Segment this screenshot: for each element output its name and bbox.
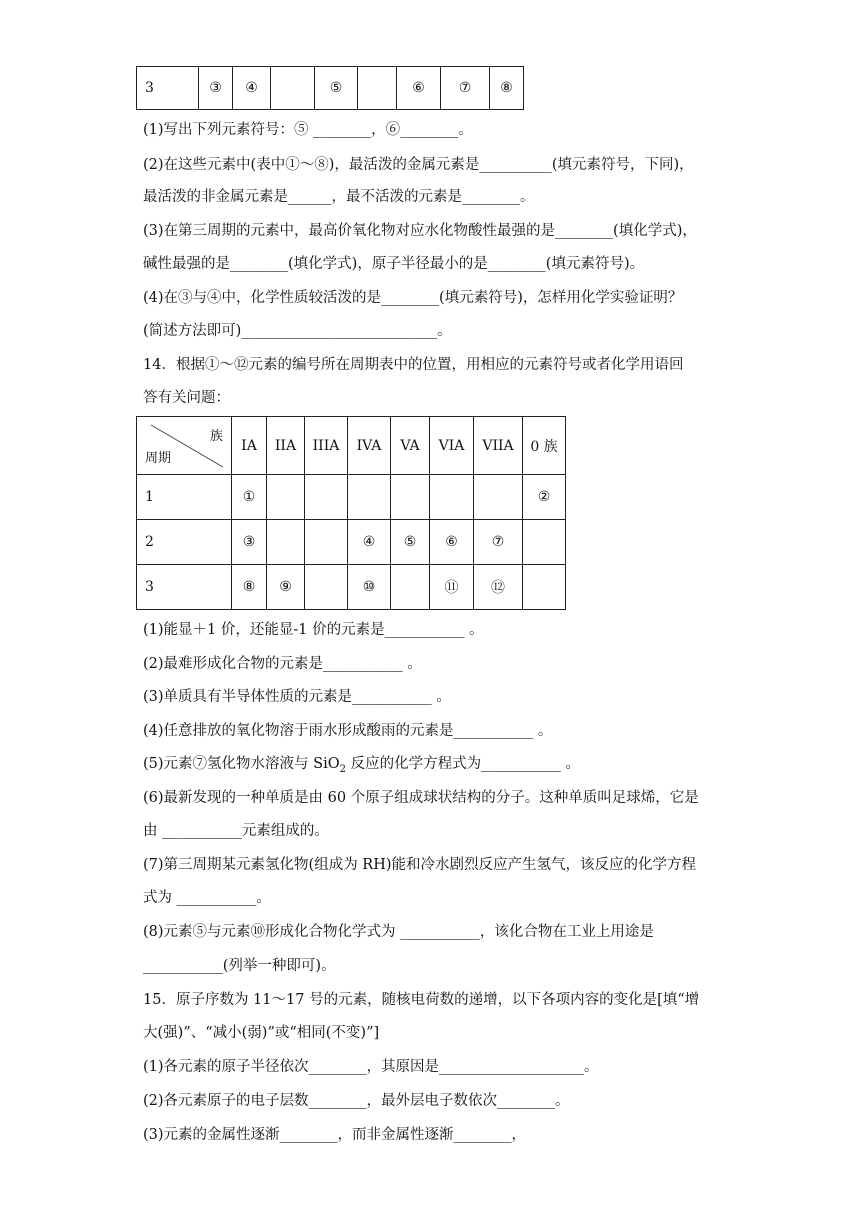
q13-item-2b: 最活泼的非金属元素是______，最不活泼的元素是________。 bbox=[143, 189, 535, 205]
element-cell: ③ bbox=[232, 520, 267, 565]
element-cell bbox=[358, 67, 397, 110]
q13-item-4a: (4)在③与④中，化学性质较活泼的是________(填元素符号)，怎样用化学实验证明？ bbox=[143, 290, 683, 306]
group-header: IIIA bbox=[305, 417, 348, 475]
element-cell: ② bbox=[523, 475, 566, 520]
q15-item-2: (2)各元素原子的电子层数________，最外层电子数依次________。 bbox=[143, 1093, 570, 1109]
element-cell: ⑥ bbox=[397, 67, 441, 110]
group-header: 0 族 bbox=[523, 417, 566, 475]
group-header: IIA bbox=[267, 417, 305, 475]
period-cell: 3 bbox=[137, 67, 199, 110]
element-cell bbox=[348, 475, 391, 520]
element-cell bbox=[391, 565, 430, 610]
q14-item-7b: 式为 ___________。 bbox=[143, 890, 271, 906]
q14-intro-a: 14．根据①～⑫元素的编号所在周期表中的位置，用相应的元素符号或者化学用语回 bbox=[143, 357, 684, 373]
periodic-table bbox=[136, 416, 566, 610]
table-row bbox=[137, 67, 524, 110]
period-cell: 3 bbox=[137, 565, 232, 610]
element-cell bbox=[430, 475, 474, 520]
element-cell bbox=[391, 475, 430, 520]
element-cell bbox=[267, 520, 305, 565]
q14-item-8b: ___________(列举一种即可)。 bbox=[143, 958, 336, 974]
q13-item-3b: 碱性最强的是________(填化学式)，原子半径最小的是________(填元素符号)。 bbox=[143, 256, 645, 272]
group-header: VIIA bbox=[474, 417, 523, 475]
q13-item-1: (1)写出下列元素符号：⑤ ________，⑥________。 bbox=[143, 122, 473, 138]
element-cell bbox=[305, 565, 348, 610]
q14-intro-b: 答有关问题： bbox=[143, 390, 230, 406]
q14-item-7a: (7)第三周期某元素氢化物(组成为 RH)能和冷水剧烈反应产生氢气，该反应的化学方程 bbox=[143, 857, 697, 873]
subscript-2: 2 bbox=[339, 763, 346, 775]
element-cell bbox=[305, 520, 348, 565]
period-corner-label: 周期 bbox=[145, 451, 172, 466]
q14-item-5 bbox=[143, 754, 580, 780]
element-cell: ④ bbox=[233, 67, 271, 110]
element-cell bbox=[305, 475, 348, 520]
element-cell: ⑦ bbox=[474, 520, 523, 565]
element-cell: ⑨ bbox=[267, 565, 305, 610]
q14-item-5-pre: (5)元素⑦氢化物水溶液与 SiO bbox=[143, 756, 340, 772]
table-row bbox=[137, 475, 566, 520]
element-cell: ⑪ bbox=[430, 565, 474, 610]
period-cell: 1 bbox=[137, 475, 232, 520]
element-cell bbox=[474, 475, 523, 520]
q14-item-6b: 由 ___________元素组成的。 bbox=[143, 823, 329, 839]
group-header: IVA bbox=[348, 417, 391, 475]
element-cell: ③ bbox=[199, 67, 233, 110]
periodic-table-fragment bbox=[136, 66, 524, 110]
element-cell: ⑦ bbox=[441, 67, 490, 110]
group-header: VIA bbox=[430, 417, 474, 475]
q14-item-3: (3)单质具有半导体性质的元素是___________ 。 bbox=[143, 689, 451, 705]
element-cell: ⑧ bbox=[490, 67, 524, 110]
q15-intro-a: 15．原子序数为 11～17 号的元素，随核电荷数的递增，以下各项内容的变化是[填“增 bbox=[143, 992, 700, 1008]
q13-item-2a: (2)在这些元素中(表中①～⑧)，最活泼的金属元素是__________(填元素符号，下同)， bbox=[143, 157, 694, 173]
q14-item-6a: (6)最新发现的一种单质是由 60 个原子组成球状结构的分子。这种单质叫足球烯，它是 bbox=[143, 790, 699, 806]
q14-item-2: (2)最难形成化合物的元素是___________ 。 bbox=[143, 656, 422, 672]
group-header: IA bbox=[232, 417, 267, 475]
element-cell bbox=[271, 67, 315, 110]
period-cell: 2 bbox=[137, 520, 232, 565]
element-cell bbox=[267, 475, 305, 520]
group-header: VA bbox=[391, 417, 430, 475]
q14-item-8a: (8)元素⑤与元素⑩形成化合物化学式为 ___________，该化合物在工业上用途是 bbox=[143, 924, 654, 940]
element-cell: ⑫ bbox=[474, 565, 523, 610]
q15-item-1: (1)各元素的原子半径依次________，其原因是____________________。 bbox=[143, 1059, 599, 1075]
element-cell: ① bbox=[232, 475, 267, 520]
q14-item-5-post: 反应的化学方程式为___________ 。 bbox=[345, 756, 580, 772]
q15-intro-b: 大(强)”、“减小(弱)”或“相同(不变)”] bbox=[143, 1025, 380, 1041]
q15-item-3: (3)元素的金属性逐渐________，而非金属性逐渐________， bbox=[143, 1127, 527, 1143]
element-cell: ④ bbox=[348, 520, 391, 565]
table-row bbox=[137, 565, 566, 610]
element-cell: ⑤ bbox=[315, 67, 358, 110]
corner-header-cell bbox=[137, 417, 232, 475]
group-corner-label: 族 bbox=[209, 429, 223, 444]
element-cell: ⑩ bbox=[348, 565, 391, 610]
q13-item-4b: (简述方法即可)___________________________。 bbox=[143, 323, 452, 339]
element-cell bbox=[523, 520, 566, 565]
table-header-row bbox=[137, 417, 566, 475]
q14-item-1: (1)能显＋1 价，还能显-1 价的元素是___________ 。 bbox=[143, 622, 484, 638]
element-cell bbox=[523, 565, 566, 610]
element-cell: ⑤ bbox=[391, 520, 430, 565]
element-cell: ⑥ bbox=[430, 520, 474, 565]
element-cell: ⑧ bbox=[232, 565, 267, 610]
table-row bbox=[137, 520, 566, 565]
q14-item-4: (4)任意排放的氧化物溶于雨水形成酸雨的元素是___________ 。 bbox=[143, 723, 553, 739]
q13-item-3a: (3)在第三周期的元素中，最高价氧化物对应水化物酸性最强的是________(填化学式)， bbox=[143, 223, 697, 239]
